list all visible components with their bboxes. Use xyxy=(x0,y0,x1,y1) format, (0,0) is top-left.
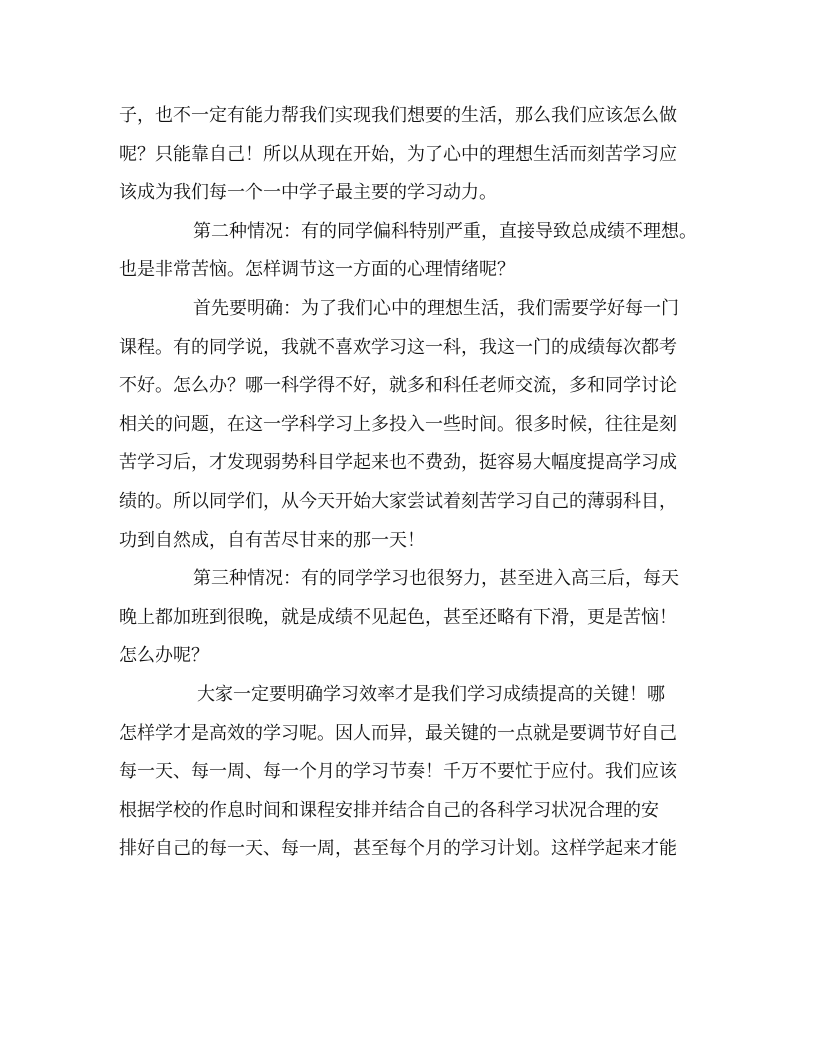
text-line: 首先要明确：为了我们心中的理想生活，我们需要学好每一门 xyxy=(193,297,679,319)
text-line: 怎样学才是高效的学习呢。因人而异，最关键的一点就是要调节好自己 xyxy=(119,722,677,744)
paragraph-2 xyxy=(119,213,699,290)
paragraph-5 xyxy=(119,676,699,869)
text-line: 苦学习后，才发现弱势科目学起来也不费劲，挺容易大幅度提高学习成 xyxy=(119,452,677,474)
text-line: 呢？只能靠自己！所以从现在开始，为了心中的理想生活而刻苦学习应 xyxy=(119,143,677,165)
text-line: 大家一定要明确学习效率才是我们学习成绩提高的关键！哪 xyxy=(197,683,665,705)
text-line: 也是非常苦恼。怎样调节这一方面的心理情绪呢？ xyxy=(119,259,515,281)
text-line: 不好。怎么办？哪一科学得不好，就多和科任老师交流，多和同学讨论 xyxy=(119,375,677,397)
document-body xyxy=(119,97,699,869)
text-line: 子，也不一定有能力帮我们实现我们想要的生活，那么我们应该怎么做 xyxy=(119,105,677,126)
text-line: 排好自己的每一天、每一周，甚至每个月的学习计划。这样学起来才能 xyxy=(119,838,677,860)
text-line: 该成为我们每一个一中学子最主要的学习动力。 xyxy=(119,182,497,204)
paragraph-3 xyxy=(119,290,699,560)
text-line: 每一天、每一周、每一个月的学习节奏！千万不要忙于应付。我们应该 xyxy=(119,761,677,783)
text-line: 课程。有的同学说，我就不喜欢学习这一科，我这一门的成绩每次都考 xyxy=(119,336,677,358)
text-line: 第三种情况：有的同学学习也很努力，甚至进入高三后，每天 xyxy=(193,568,679,590)
text-line: 功到自然成，自有苦尽甘来的那一天！ xyxy=(119,529,425,551)
text-line: 晚上都加班到很晚，就是成绩不见起色，甚至还略有下滑，更是苦恼！ xyxy=(119,606,677,628)
text-line: 绩的。所以同学们，从今天开始大家尝试着刻苦学习自己的薄弱科目， xyxy=(119,490,677,512)
paragraph-1 xyxy=(119,97,699,213)
text-line: 怎么办呢？ xyxy=(119,645,209,667)
text-line: 根据学校的作息时间和课程安排并结合自己的各科学习状况合理的安 xyxy=(119,799,659,821)
text-line: 第二种情况：有的同学偏科特别严重，直接导致总成绩不理想。 xyxy=(193,220,697,242)
text-line: 相关的问题，在这一学科学习上多投入一些时间。很多时候，往往是刻 xyxy=(119,413,677,435)
paragraph-4 xyxy=(119,560,699,676)
